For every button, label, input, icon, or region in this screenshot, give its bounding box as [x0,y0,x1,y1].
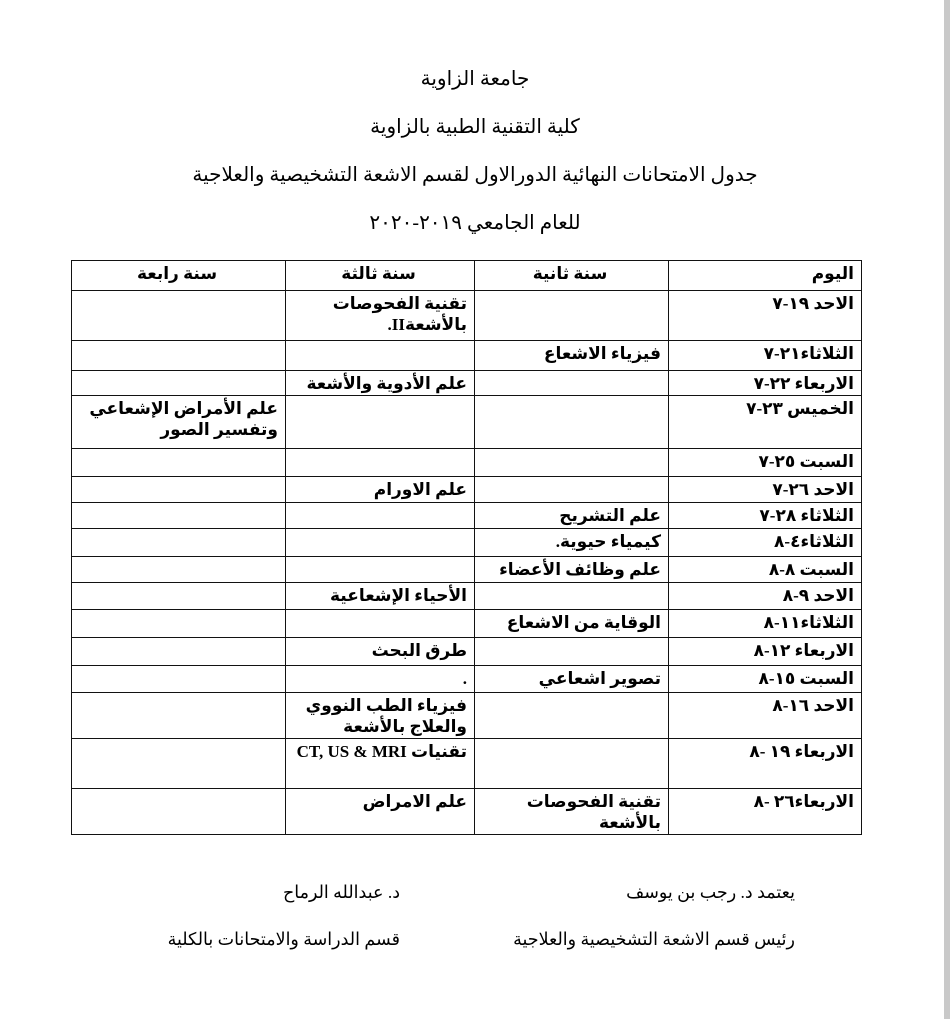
cell-year4 [72,789,286,835]
cell-year2 [475,693,669,739]
column-header-year4: سنة رابعة [72,261,286,291]
cell-year3: فيزياء الطب النووي والعلاج بالأشعة [286,693,475,739]
cell-year3 [286,449,475,477]
table-row [72,666,862,693]
cell-day: الاحد ٢٦-٧ [669,477,862,503]
cell-year3: تقنيات CT, US & MRI [286,739,475,789]
cell-year2 [475,583,669,610]
table-row [72,789,862,835]
scan-edge-shadow [944,0,950,1019]
cell-year3 [286,610,475,638]
cell-day: الثلاثاء٢١-٧ [669,341,862,371]
approver-title: رئيس قسم الاشعة التشخيصية والعلاجية [513,929,795,949]
cell-year4 [72,693,286,739]
cell-year3: علم الأدوية والأشعة [286,371,475,396]
cell-year3 [286,396,475,449]
cell-year3: . [286,666,475,693]
cell-year4 [72,449,286,477]
table-row [72,503,862,529]
approver-signature-block [513,881,795,950]
cell-day: الاربعاء ٢٢-٧ [669,371,862,396]
cell-year4 [72,610,286,638]
column-header-day: اليوم [669,261,862,291]
table-row [72,396,862,449]
table-row [72,638,862,666]
signature-section [0,881,950,1019]
cell-year2: علم التشريح [475,503,669,529]
cell-year4 [72,371,286,396]
cell-day: السبت ١٥-٨ [669,666,862,693]
university-name: جامعة الزاوية [420,68,530,90]
table-row [72,371,862,396]
cell-year3 [286,529,475,557]
cell-day: الثلاثاء١١-٨ [669,610,862,638]
cell-year3: طرق البحث [286,638,475,666]
cell-year2: كيمياء حيوية. [475,529,669,557]
cell-year4 [72,583,286,610]
table-row [72,693,862,739]
column-header-year2: سنة ثانية [475,261,669,291]
cell-year2: علم وظائف الأعضاء [475,557,669,583]
cell-year4 [72,291,286,341]
cell-day: السبت ٢٥-٧ [669,449,862,477]
approver-name: يعتمد د. رجب بن يوسف [626,882,795,902]
cell-year3 [286,503,475,529]
table-row [72,529,862,557]
schedule-title: جدول الامتحانات النهائية الدورالاول لقسم الاشعة التشخيصية والعلاجية [192,164,758,186]
cell-day: الاحد ١٩-٧ [669,291,862,341]
exam-schedule-table [71,260,862,835]
cell-day: الثلاثاء ٢٨-٧ [669,503,862,529]
cell-year4: علم الأمراض الإشعاعي وتفسير الصور [72,396,286,449]
cell-year4 [72,503,286,529]
cell-year2: الوقاية من الاشعاع [475,610,669,638]
table-row [72,477,862,503]
cell-year4 [72,341,286,371]
cell-day: الخميس ٢٣-٧ [669,396,862,449]
document-header [0,0,950,256]
column-header-year3: سنة ثالثة [286,261,475,291]
cell-day: الاربعاء٢٦ -٨ [669,789,862,835]
cell-year3: الأحياء الإشعاعية [286,583,475,610]
cell-year2 [475,291,669,341]
cell-day: الاحد ١٦-٨ [669,693,862,739]
cell-year2: تقنية الفحوصات بالأشعة [475,789,669,835]
table-row [72,291,862,341]
cell-day: الاحد ٩-٨ [669,583,862,610]
cell-year4 [72,666,286,693]
college-name: كلية التقنية الطبية بالزاوية [370,116,580,138]
cell-day: الاربعاء ١٩ -٨ [669,739,862,789]
cell-year4 [72,529,286,557]
cell-year3: علم الامراض [286,789,475,835]
cell-year4 [72,557,286,583]
table-row [72,449,862,477]
cell-year3: تقنية الفحوصات بالأشعةII. [286,291,475,341]
table-row [72,610,862,638]
cell-year2 [475,449,669,477]
cell-day: السبت ٨-٨ [669,557,862,583]
cell-year2 [475,371,669,396]
table-row [72,739,862,789]
cell-year2 [475,739,669,789]
table-row [72,583,862,610]
cell-year2: تصوير اشعاعي [475,666,669,693]
cell-year4 [72,477,286,503]
cell-day: الثلاثاء٤-٨ [669,529,862,557]
registrar-title: قسم الدراسة والامتحانات بالكلية [167,929,400,949]
cell-year2 [475,396,669,449]
registrar-signature-block [168,881,400,950]
cell-year2 [475,638,669,666]
cell-year3 [286,341,475,371]
table-row [72,557,862,583]
cell-day: الاربعاء ١٢-٨ [669,638,862,666]
table-header-row [72,261,862,291]
table-row [72,341,862,371]
academic-year: للعام الجامعي ٢٠١٩-٢٠٢٠ [369,212,581,234]
cell-year4 [72,638,286,666]
cell-year2 [475,477,669,503]
cell-year3: علم الاورام [286,477,475,503]
cell-year3 [286,557,475,583]
registrar-name: د. عبدالله الرماح [282,882,400,902]
cell-year4 [72,739,286,789]
cell-year2: فيزياء الاشعاع [475,341,669,371]
